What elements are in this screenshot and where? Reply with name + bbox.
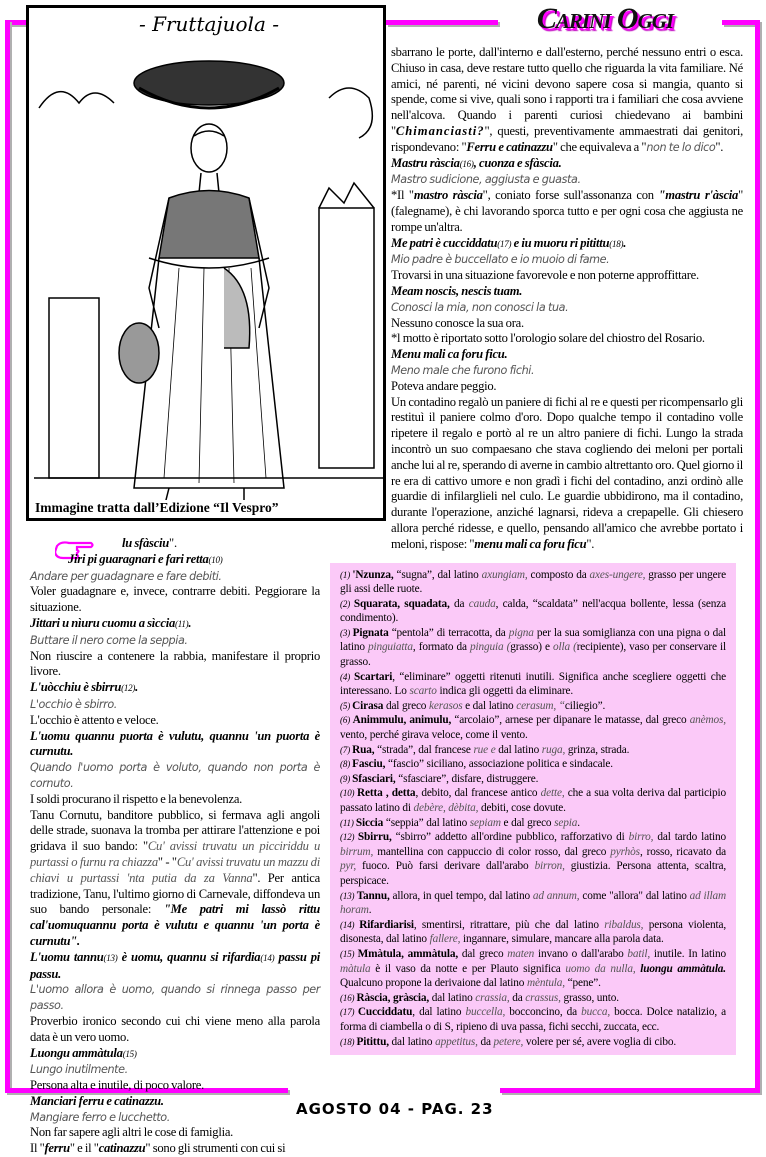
paragraph (30, 1078, 320, 1094)
text-run: (2) (340, 598, 354, 609)
text-run: . (368, 904, 372, 917)
text-run: Trovarsi in una situazione favorevole e non poterne approffittare. (391, 268, 699, 283)
text-run: sbarrano le porte, dall'interno e dall'esterno, perché nessuno entri o esca. Chiuso in casa, deve restare tutto quello che riguarda la vita familiare. Né amici, né parenti, né vicini devono sapere cosa si mangia, quanto si spende, come si vive, quali sono i rapporti tra i familiari che cosa avviene nell'alcova. Quando i parenti curiosi chiedevano ai bambini " (391, 45, 743, 138)
paragraph (30, 584, 320, 616)
text-run: Animmulu, animulu, (352, 714, 455, 727)
text-run: Persona alta e inutile, di poco valore. (30, 1078, 204, 1093)
text-run: dal greco (383, 699, 429, 712)
text-run: . (623, 235, 627, 250)
magazine-logo: Carini Oggi (536, 2, 674, 35)
text-run: “pentola” di terracotta, da (388, 626, 509, 639)
text-run: (16) (459, 158, 474, 169)
text-run: è il vaso da notte e per Plauto significa (370, 962, 566, 975)
frame-bottom-right (500, 1088, 760, 1093)
paragraph (30, 649, 320, 681)
footnote (340, 568, 726, 597)
text-run: Mastro sudicione, aggiusta e guasta. (391, 173, 581, 187)
paragraph (30, 950, 320, 983)
text-run: , debito, dal francese antico (415, 787, 541, 800)
paragraph (30, 536, 320, 552)
text-run: composto da (527, 568, 590, 581)
paragraph (30, 1094, 320, 1110)
text-run: ad annum, (532, 889, 580, 902)
text-run: Tannu, (356, 889, 390, 902)
text-run: (11) (340, 817, 356, 828)
right-area (340, 45, 744, 1055)
paragraph (30, 760, 320, 792)
text-run: ingannare, simulare, mancare alla parola data. (460, 933, 664, 946)
text-run: lu sfàsciu (122, 536, 170, 550)
text-run: da (477, 1035, 494, 1048)
text-run: (14) (260, 952, 275, 963)
footnote (340, 947, 726, 991)
text-run: Luongu ammàtula (30, 1045, 123, 1060)
text-run: (6) (340, 715, 353, 726)
text-run: (17) (497, 238, 512, 249)
text-run: pyrhòs (610, 845, 640, 858)
text-run: grasso, unto. (560, 991, 619, 1004)
text-run: pinguiatta (367, 641, 413, 654)
text-run: è uomu, quannu si rifardia (117, 949, 261, 964)
footnotes-box (330, 563, 736, 1056)
text-run: (16) (340, 992, 357, 1003)
text-run: Non far sapere agli altri le cose di famiglia. (30, 1125, 234, 1140)
text-run: Pitittu, (356, 1035, 389, 1048)
text-run: come "allora" dal latino (579, 889, 690, 902)
text-run: “sugna”, dal latino (396, 568, 482, 581)
text-run: recipiente), vaso per conservare il grasso. (340, 641, 726, 669)
text-run: dal latino (429, 991, 476, 1004)
text-run: Rifardiarisi (359, 918, 414, 931)
text-run: I soldi procurano il rispetto e la benevolenza. (30, 791, 243, 806)
text-run: ", questi, preventivamente ammaestrati dai genitori, rispondevano: " (391, 123, 743, 154)
text-run: uomo da nulla, (565, 962, 641, 975)
footnote (340, 670, 726, 699)
text-run: per la sua somiglianza con una pigna o dal latino (340, 626, 726, 654)
paragraph (391, 45, 743, 156)
text-run: Mio padre è buccellato e io muoio di fame. (391, 253, 610, 267)
paragraph (391, 252, 743, 268)
text-run: . (188, 615, 192, 630)
text-run: Il " (30, 1141, 45, 1156)
text-run: L'uomo allora è uomo, quando si rinnega passo per passo. (30, 983, 320, 1013)
text-run: Qualcuno propone la derivaione dal latino (340, 977, 527, 990)
text-run: (9) (340, 773, 353, 784)
text-run: Ferru e catinazzu (466, 139, 553, 154)
illustration-caption: Immagine tratta dall’Edizione “Il Vespro” (35, 500, 279, 515)
right-column (391, 45, 743, 553)
text-run: (15) (340, 948, 358, 959)
text-run: pyr, (340, 860, 357, 873)
footnote (340, 830, 726, 888)
paragraph (30, 1125, 320, 1141)
text-run: (12) (340, 832, 358, 843)
fruit-seller-drawing (29, 8, 386, 521)
illustration-title: - Fruttajuola - (139, 12, 279, 36)
text-run: . (577, 816, 580, 829)
paragraph (30, 982, 320, 1014)
text-run: Quando l'uomo porta è voluto, quando non porta è cornuto. (30, 761, 320, 790)
paragraph (30, 680, 320, 697)
text-run: (18) (340, 1036, 357, 1047)
footnote (340, 743, 726, 758)
text-run: Jittari u nìuru cuomu a sìccia (30, 615, 176, 630)
text-run: passu pi passu. (30, 949, 321, 981)
text-run: ". (586, 536, 595, 551)
text-run: (13) (103, 952, 118, 963)
text-run: rue e (473, 743, 496, 756)
text-run: mantellina con cappuccio di color rosso, dal greco (373, 845, 611, 858)
footnote (340, 699, 726, 714)
text-run: bucca, (581, 1006, 611, 1019)
paragraph (30, 713, 320, 729)
text-run: Meno male che furono fichi. (391, 363, 535, 377)
text-run: “arcolaio”, arnese per dipanare le matasse, dal greco (454, 714, 690, 727)
text-run: Buttare il nero come la seppia. (30, 633, 188, 647)
text-run: Mastru ràscia (391, 155, 460, 170)
text-run: Conosci la mia, non conosci la tua. (391, 300, 569, 314)
illustration (26, 5, 386, 521)
text-run: crassia, (475, 991, 510, 1004)
paragraph (391, 268, 743, 284)
text-run: “sbirro” addetto all'ordine pubblico, rafforzativo di (391, 831, 629, 844)
text-run: dal greco (458, 947, 508, 960)
text-run: dette, (540, 787, 565, 800)
text-run: , dal latino (412, 1006, 466, 1019)
text-run: Sbirru, (357, 831, 392, 844)
text-run: debère, dèbita, (413, 802, 479, 814)
text-run: Cucciddatu (357, 1006, 413, 1019)
text-run: (14) (340, 919, 360, 930)
text-run: Manciari ferru e catinazzu. (30, 1093, 164, 1108)
text-run: , rosso, ricavato da (639, 845, 726, 858)
text-run: bocconcino, da (505, 1006, 582, 1019)
text-run: ad illam horam (340, 889, 727, 917)
text-run: "mastru r'àscia (658, 188, 739, 203)
frame-top-middle (386, 20, 498, 25)
text-run: 'Nzunza, (352, 568, 397, 581)
text-run: " e il " (69, 1141, 99, 1156)
text-run: axes-ungere, (589, 568, 646, 581)
text-run: (3) (340, 627, 353, 638)
text-run: maten (507, 947, 535, 960)
frame-left (5, 20, 10, 1092)
text-run: *l motto è riportato sotto l'orologio solare del chiostro del Rosario. (391, 331, 705, 346)
footnote (340, 1035, 726, 1050)
text-run: Lungo inutilmente. (30, 1063, 128, 1077)
text-run: birrum, (340, 845, 374, 858)
text-run: (13) (340, 890, 357, 901)
text-run: Siccia (355, 816, 384, 829)
text-run: sepiam (469, 816, 501, 829)
text-run: da (449, 597, 469, 610)
footnote (340, 991, 726, 1006)
footnote (340, 889, 726, 918)
footnote (340, 757, 726, 772)
text-run: Tanu Cornutu, banditore pubblico, si fermava agli angoli delle strade, suonava la tromba per attirare l'attenzione e poi gridava il suo bando: " (30, 807, 320, 854)
text-run: (10) (340, 788, 358, 799)
text-run: , calda, “scaldata” nell'acqua bollente, lessa (senza condimento). (340, 597, 726, 625)
text-run: olla ( (552, 641, 577, 654)
text-run: “strada”, dal francese (374, 743, 474, 756)
text-run: Chimanciasti? (395, 123, 485, 138)
text-run: batil, (627, 947, 651, 960)
text-run: Cu' avissi truvatu un mazzu di chiavi u purtassi 'nta putia da za Vanna (30, 854, 320, 885)
paragraph (391, 316, 743, 332)
text-run: volere per sé, avere voglia di cibo. (523, 1035, 676, 1048)
text-run: ribaldus, (604, 918, 644, 931)
text-run: Mangiare ferro e lucchetto. (30, 1110, 170, 1124)
text-run: dal latino (495, 743, 542, 756)
text-run: " che equivaleva a " (552, 139, 647, 154)
paragraph (391, 284, 743, 300)
text-run: persona violenta, disonesta, dal latino (340, 918, 727, 946)
text-run: Poteva andare peggio. (391, 378, 497, 393)
text-run: L'occhio è attento e veloce. (30, 712, 159, 727)
footnote (340, 626, 726, 670)
text-run: (11) (175, 618, 189, 629)
paragraph (30, 792, 320, 808)
text-run: fallere, (429, 933, 461, 946)
text-run: dal latino (388, 1035, 436, 1048)
footnote (340, 772, 726, 787)
text-run: ferru (44, 1141, 70, 1156)
text-run: “sfasciare”, disfare, distruggere. (398, 772, 539, 785)
text-run: grasso per ungere gli assi delle ruote. (340, 568, 726, 596)
text-run: Ràscia, gràscia, (356, 991, 430, 1004)
text-run: , smentirsi, ritrattare, più che dal latino (413, 918, 605, 931)
paragraph (30, 552, 320, 569)
text-run: "Me patri mi lassò rittu cal'uomuquannu porta è vulutu e quannu 'un porta è curnutu". (30, 902, 320, 948)
text-run: Squarata, squadata, (353, 597, 450, 610)
text-run: Pignata (352, 626, 389, 639)
text-run: giustizia. Persona attenta, scaltra, perspicace. (340, 860, 726, 887)
paragraph (391, 379, 743, 395)
text-run: da (509, 991, 526, 1004)
text-run: (7) (340, 744, 353, 755)
text-run: mèntula, (526, 977, 565, 990)
footnote (340, 713, 726, 742)
paragraph (30, 616, 320, 633)
text-run: dal tardo latino (653, 831, 726, 844)
paragraph (30, 808, 320, 950)
text-run: grasso) e (510, 641, 553, 654)
text-run: Rua, (352, 743, 375, 756)
text-run: debiti, cose dovute. (478, 802, 566, 814)
text-run: inutile. In latino (650, 947, 726, 960)
text-run: pigna (508, 626, 534, 639)
paragraph (30, 1046, 320, 1063)
text-run: . (135, 680, 138, 695)
paragraph (30, 1062, 320, 1078)
text-run: “pene”. (564, 977, 601, 990)
paragraph (30, 633, 320, 649)
text-run: menu mali ca foru ficu (474, 536, 587, 551)
text-run: crassus, (525, 991, 561, 1004)
text-run: cerasum, “ (516, 699, 565, 712)
paragraph (30, 1141, 320, 1157)
text-run: Non riuscire a contenere la rabbia, manifestare il proprio livore. (30, 648, 320, 679)
text-run: indica gli oggetti da eliminare. (436, 685, 574, 698)
text-run: pinguia ( (470, 641, 511, 654)
text-run: ruga, (541, 743, 566, 756)
paragraph (391, 395, 743, 553)
text-run: L'uòcchiu è sbirru (30, 680, 122, 695)
text-run: (12) (121, 683, 136, 694)
text-run: grinza, strada. (565, 743, 630, 756)
text-run: Meam noscis, nescis tuam. (391, 283, 523, 298)
text-run: (17) (340, 1007, 358, 1018)
text-run: L'uomu tannu (30, 949, 104, 964)
text-run: Andare per guadagnare e fare debiti. (30, 569, 222, 583)
text-run: scarto (409, 685, 437, 698)
text-run: “seppia” dal latino (383, 816, 470, 829)
text-run: (8) (340, 759, 353, 770)
text-run: (4) (340, 671, 354, 682)
text-run: “fascio” siciliano, associazione politica e sindacale. (388, 758, 613, 771)
text-run: non te lo dico (646, 140, 716, 154)
text-run: catinazzu (98, 1141, 146, 1156)
text-run: e dal latino (462, 699, 517, 712)
paragraph (391, 363, 743, 379)
frame-right (755, 20, 760, 1092)
text-run: Cirasa (352, 699, 384, 712)
page-footer: AGOSTO 04 - PAG. 23 (296, 1100, 494, 1118)
text-run: (15) (122, 1048, 137, 1059)
text-run: axungiam, (481, 568, 528, 581)
text-run: Jiri pi guaragnari e fari retta (68, 551, 209, 566)
text-run: (10) (208, 554, 223, 565)
text-run: birro, (628, 831, 654, 844)
text-run: " sono gli strumenti con cui si (145, 1141, 286, 1156)
text-run: Mmàtula, ammàtula, (357, 947, 459, 960)
text-run: (1) (340, 569, 353, 580)
paragraph (391, 347, 743, 363)
left-column (30, 536, 320, 1157)
text-run: ". (169, 536, 177, 550)
text-run: mastro ràscia (413, 188, 483, 203)
text-run: sepia (554, 816, 578, 829)
paragraph (391, 156, 743, 173)
paragraph (30, 569, 320, 585)
text-run: allora, in quel tempo, dal latino (389, 889, 533, 902)
paragraph (30, 1014, 320, 1046)
text-run: Voler guadagnare e, invece, contrarre debiti. Peggiorare la situazione. (30, 584, 320, 615)
text-run: Proverbio ironico secondo cui chi viene meno alla parola data è un vero uomo. (30, 1013, 320, 1044)
text-run: luongu ammàtula. (640, 962, 726, 975)
text-run: " (falegname), è chi lavorando sporca tutto e per ogni cosa che aggiusta ne rompe un'altra. (391, 188, 744, 234)
footnote (340, 816, 726, 831)
paragraph (391, 172, 743, 188)
text-run: (5) (340, 700, 353, 711)
text-run: anèmos, (689, 714, 726, 727)
text-run: Fasciu, (352, 758, 388, 771)
footnote (340, 786, 726, 815)
text-run: , cuonza e sfàscia. (473, 155, 562, 170)
paragraph (391, 331, 743, 347)
footnote (340, 918, 726, 947)
text-run: Nessuno conosce la sua ora. (391, 315, 524, 330)
paragraph (30, 729, 320, 761)
text-run: L'occhio è sbirro. (30, 697, 117, 711)
text-run: cauda (468, 597, 496, 610)
text-run: Cu' avissi truvatu un picciriddu u purtassi o furnu ra chiazza (30, 839, 320, 869)
text-run: ". Per antica tradizione, Tanu, l'ultimo giorno di Carnevale, diffondeva un suo bando personale: (30, 870, 320, 917)
text-run: bocca. Dolce natalizio, a forma di ciambella o di S, ripieno di uva passa, fichi secchi, zuccata, ecc. (340, 1006, 726, 1033)
footnote (340, 1005, 726, 1034)
paragraph (391, 236, 743, 253)
paragraph (30, 1110, 320, 1126)
text-run: ciliegio”. (564, 699, 606, 712)
text-run: , formato da (412, 641, 471, 654)
paragraph (30, 697, 320, 713)
text-run: kerasos (428, 699, 463, 712)
text-run: Un contadino regalò un paniere di fichi al re e questi per ricompensarlo gli restituì il paniere colmo d'oro. Dopo qualche tempo il contadino volle ripetere il regalo e portò al re un altro paniere di fichi. Lungo la strada incontrò un suo compaesano che stava cogliendo dei meloni per portali anche lui al re, sperando di averne in cambio altrettanto oro. Quel giorno il re era di cattivo umore e non gradì i fichi del contadino, anzi ordinò alle guardie di infilarglieli nel culo. Le guardie ubbidirono, ma il contadino, durante l'operazione, anziché lagnarsi, rideva a crepapelle. Gli chiesero allora perché ridesse, e quello, pensando all'amico che avrebbe portato i meloni, rispose: " (391, 394, 743, 551)
text-run: ", coniato forse sull'assonanza con (482, 188, 659, 203)
text-run: Sfasciari, (352, 772, 399, 785)
text-run: Retta , detta (357, 787, 416, 800)
text-run: birron, (534, 860, 565, 873)
text-run: (18) (609, 238, 624, 249)
text-run: L'uomu quannu puorta è vulutu, quannu 'un puorta è curnutu. (30, 728, 320, 759)
text-run: fuoco. Può farsi derivare dall'arabo (356, 860, 535, 873)
text-run: ". (715, 139, 724, 154)
text-run: *Il " (391, 188, 414, 203)
text-run: , “eliminare” oggetti ritenuti inutili. Significa anche scegliere oggetti che interessano. Lo (340, 670, 726, 698)
text-run: che a sua volta deriva dal participio passato latino di (340, 787, 726, 814)
text-run: " - " (157, 854, 177, 869)
text-run: petere, (493, 1035, 524, 1048)
text-run: Scartari (353, 670, 393, 683)
text-run: buccella, (465, 1006, 506, 1019)
paragraph (391, 300, 743, 316)
footnote (340, 597, 726, 626)
text-run: Menu mali ca foru ficu. (391, 347, 508, 362)
text-run: e dal greco (500, 816, 555, 829)
text-run: invano o dall'arabo (534, 947, 628, 960)
text-run: e iu muoru ri pitittu (511, 235, 610, 250)
paragraph (391, 188, 743, 235)
text-run: appetitus, (435, 1035, 478, 1048)
text-run: vento, perché girava veloce, come il vento. (340, 729, 528, 742)
text-run: màtula (340, 962, 371, 975)
text-run: Me patri è cucciddatu (391, 235, 498, 250)
